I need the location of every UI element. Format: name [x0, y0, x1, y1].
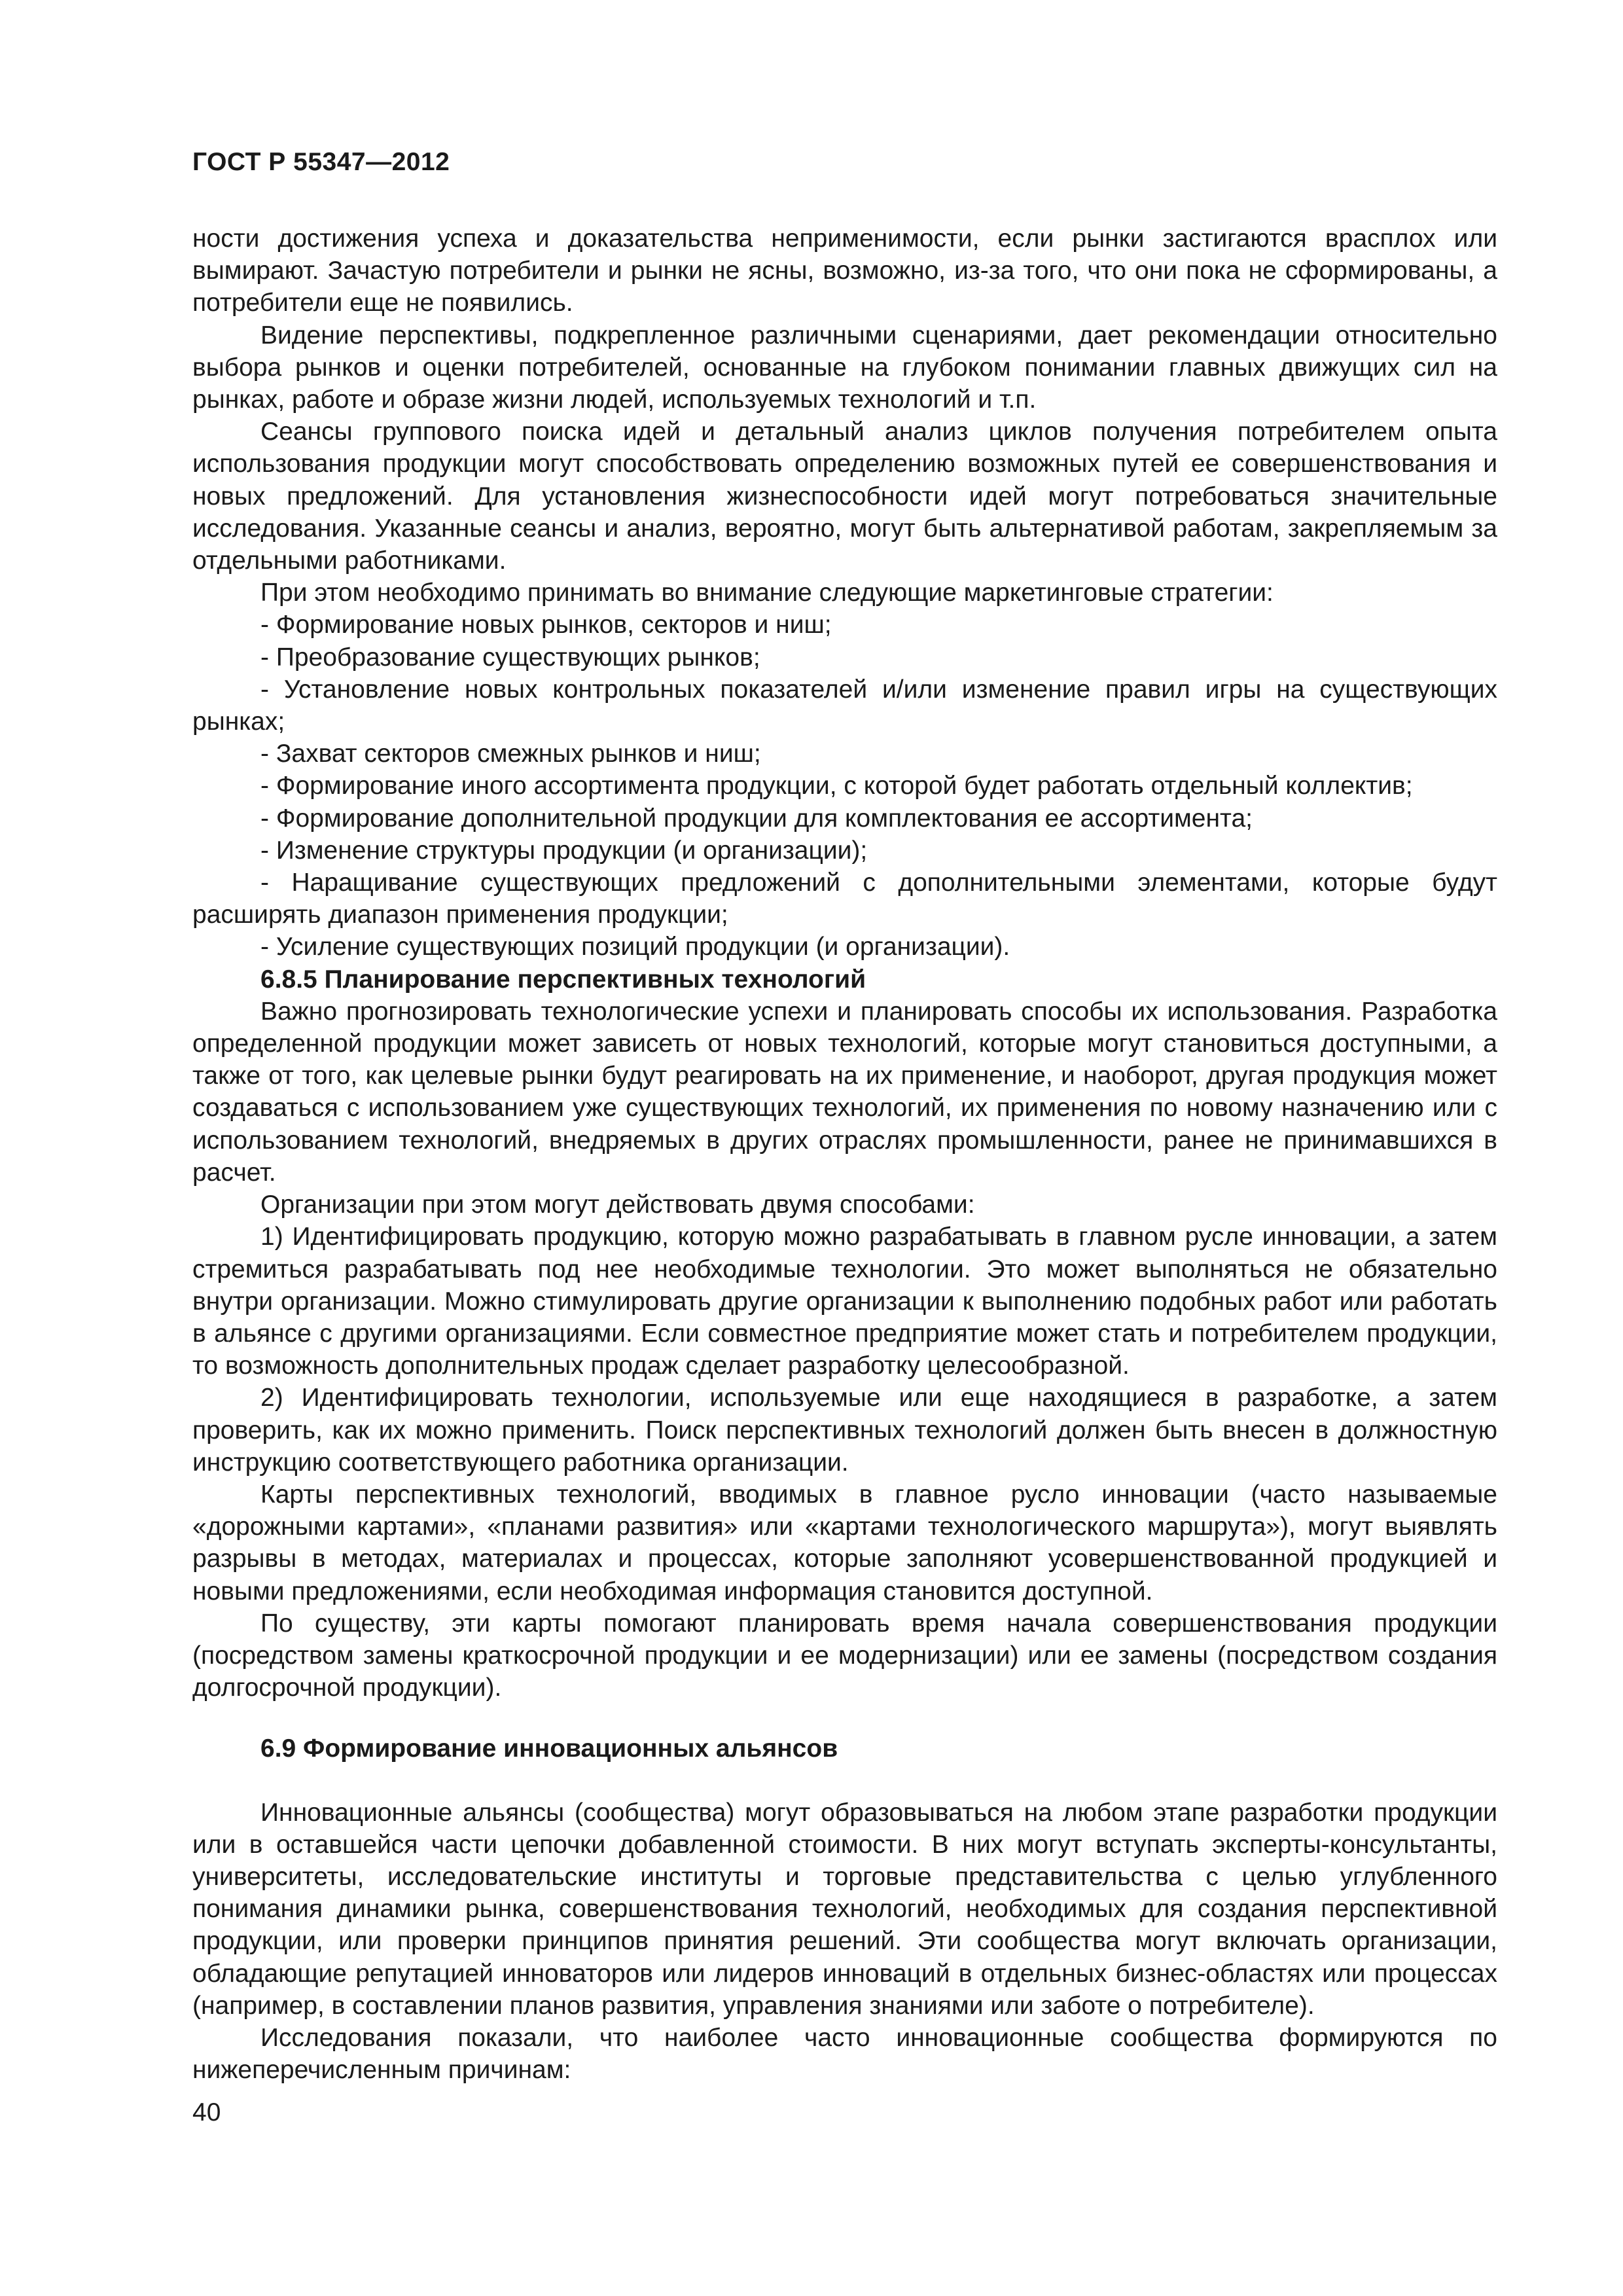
standard-code-header: ГОСТ Р 55347—2012	[192, 148, 450, 176]
section-heading-6-8-5: 6.8.5 Планирование перспективных технологий	[260, 965, 866, 994]
page-number: 40	[192, 2098, 221, 2126]
list-item: - Формирование новых рынков, секторов и ниш;	[260, 611, 832, 639]
paragraph: Видение перспективы, подкрепленное различными сценариями, дает рекомендации относительно выбора рынков и оценки потребителей, основанные на глубоком понимании главных движущих сил на рынках, работе и образе жизни людей, используемых технологий и т.п.	[192, 321, 1497, 414]
list-item: - Установление новых контрольных показателей и/или изменение правил игры на существующих рынках;	[192, 675, 1497, 736]
paragraph: ности достижения успеха и доказательства неприменимости, если рынки застигаются врасплох или вымирают. Зачастую потребители и рынки не ясны, возможно, из-за того, что они пока не сформированы, а потребители еще не появились.	[192, 224, 1497, 317]
list-item: - Наращивание существующих предложений с дополнительными элементами, которые будут расширять диапазон применения продукции;	[192, 869, 1497, 929]
paragraph: Важно прогнозировать технологические успехи и планировать способы их использования. Разработка определенной продукции может зависеть от новых технологий, которые могут становиться доступными, а также от того, как целевые рынки будут реагировать на их применение, и наоборот, другая продукция может создаваться с использованием уже существующих технологий, их применения по новому назначению или с использованием технологий, внедряемых в других отраслях промышленности, ранее не принимавшихся в расчет.	[192, 997, 1497, 1187]
paragraph: Инновационные альянсы (сообщества) могут образовываться на любом этапе разработки продукции или в оставшейся части цепочки добавленной стоимости. В них могут вступать эксперты-консультанты, университеты, исследовательские институты и торговые представительства с целью углубленного понимания динамики рынка, совершенствования технологий, необходимых для создания перспективной продукции, или проверки принципов принятия решений. Эти сообщества могут включать организации, обладающие репутацией инноваторов или лидеров инноваций в отдельных бизнес-областях или процессах (например, в составлении планов развития, управления знаниями или заботе о потребителе).	[192, 1798, 1497, 2020]
paragraph: 2) Идентифицировать технологии, используемые или еще находящиеся в разработке, а затем проверить, как их можно применить. Поиск перспективных технологий должен быть внесен в должностную инструкцию соответствующего работника организации.	[192, 1384, 1497, 1477]
list-item: - Изменение структуры продукции (и организации);	[260, 836, 868, 865]
list-item: - Захват секторов смежных рынков и ниш;	[260, 740, 761, 768]
list-item: - Усиление существующих позиций продукции (и организации).	[260, 933, 1010, 961]
paragraph: Сеансы группового поиска идей и детальный анализ циклов получения потребителем опыта использования продукции могут способствовать определению возможных путей ее совершенствования и новых предложений. Для установления жизнеспособности идей могут потребоваться значительные исследования. Указанные сеансы и анализ, вероятно, могут быть альтернативой работам, закрепляемым за отдельными работниками.	[192, 418, 1497, 575]
list-item: - Преобразование существующих рынков;	[260, 643, 760, 672]
paragraph: Исследования показали, что наиболее часто инновационные сообщества формируются по нижеперечисленным причинам:	[192, 2023, 1497, 2085]
paragraph: Карты перспективных технологий, вводимых в главное русло инновации (часто называемые «дорожными картами», «планами развития» или «картами технологического маршрута»), могут выявлять разрывы в методах, материалах и процессах, которые заполняют усовершенствованной продукцией и новыми предложениями, если необходимая информация становится доступной.	[192, 1480, 1497, 1605]
paragraph: Организации при этом могут действовать двумя способами:	[260, 1191, 975, 1219]
paragraph: При этом необходимо принимать во внимание следующие маркетинговые стратегии:	[260, 579, 1274, 607]
paragraph: По существу, эти карты помогают планировать время начала совершенствования продукции (посредством замены краткосрочной продукции и ее модернизации) или ее замены (посредством создания долгосрочной продукции).	[192, 1609, 1497, 1702]
list-item: - Формирование дополнительной продукции для комплектования ее ассортимента;	[260, 804, 1253, 833]
section-heading-6-9: 6.9 Формирование инновационных альянсов	[260, 1734, 838, 1763]
list-item: - Формирование иного ассортимента продукции, с которой будет работать отдельный коллектив;	[260, 772, 1413, 800]
paragraph: 1) Идентифицировать продукцию, которую можно разрабатывать в главном русле инновации, а затем стремиться разрабатывать под нее необходимые технологии. Это может выполняться не обязательно внутри организации. Можно стимулировать другие организации к выполнению подобных работ или работать в альянсе с другими организациями. Если совместное предприятие может стать и потребителем продукции, то возможность дополнительных продаж сделает разработку целесообразной.	[192, 1223, 1497, 1380]
document-body	[192, 223, 1497, 2086]
